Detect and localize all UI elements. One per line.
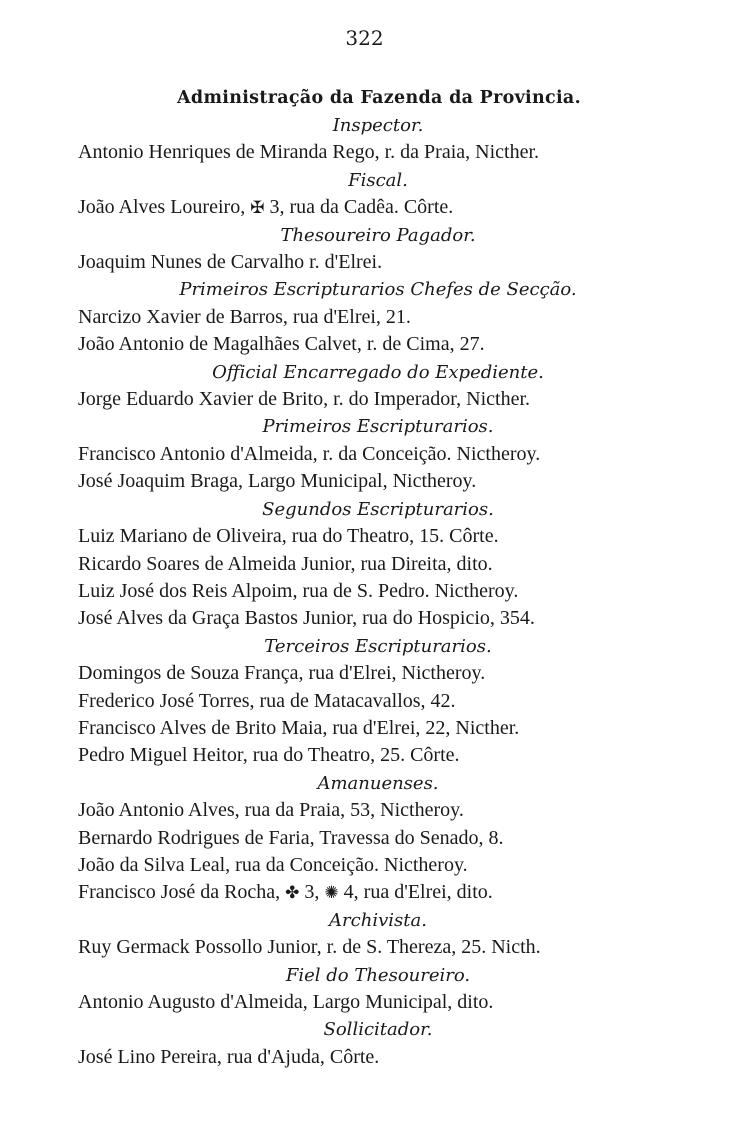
section [78,112,698,167]
entry-line: Pedro Miguel Heitor, rua do Theatro, 25. Côrte. [78,744,460,767]
section-heading: Sollicitador. [323,1019,433,1041]
entry-line: José Joaquim Braga, Largo Municipal, Nictheroy. [78,470,477,493]
section-heading: Thesoureiro Pagador. [280,224,476,246]
document-body [78,84,698,1071]
section [78,167,698,222]
section [78,496,698,633]
entry-line: João Antonio Alves, rua da Praia, 53, Nictheroy. [78,799,464,822]
entry-line: Francisco Alves de Brito Maia, rua d'Elrei, 22, Nicther. [78,716,520,739]
section-heading: Segundos Escripturarios. [262,498,494,520]
section-heading: Primeiros Escripturarios Chefes de Secção. [179,279,577,301]
entry-line: Jorge Eduardo Xavier de Brito, r. do Imperador, Nicther. [78,388,531,411]
section-heading: Primeiros Escripturarios. [262,416,494,438]
page-number: 322 [345,26,384,50]
section [78,1016,698,1071]
entry-line [78,194,698,221]
entry-line [78,879,698,906]
section-heading: Official Encarregado do Expediente. [212,361,544,383]
section-heading: Terceiros Escripturarios. [264,635,492,657]
entry-line: José Alves da Graça Bastos Junior, rua do Hospicio, 354. [78,607,535,630]
section-heading: Fiscal. [348,169,408,191]
section [78,222,698,277]
entry-line: Ruy Germack Possollo Junior, r. de S. Thereza, 25. Nicth. [78,936,541,959]
entry-text: 3, rua da Cadêa. Côrte. [264,196,454,219]
order-cross-icon: ✺ [324,883,339,903]
section [78,276,698,358]
section [78,962,698,1017]
entry-line: Francisco Antonio d'Almeida, r. da Conceição. Nictheroy. [78,442,541,465]
page-title: Administração da Fazenda da Provincia. [177,88,581,108]
entry-line: Joaquim Nunes de Carvalho r. d'Elrei. [78,251,383,274]
entry-line: Domingos de Souza França, rua d'Elrei, Nictheroy. [78,662,486,685]
section [78,907,698,962]
entry-line: Narcizo Xavier de Barros, rua d'Elrei, 21. [78,305,411,328]
entry-text: 3, [299,881,325,904]
entry-line: Ricardo Soares de Almeida Junior, rua Direita, dito. [78,552,493,575]
entry-text: Francisco José da Rocha, [78,881,286,904]
entry-line: Antonio Augusto d'Almeida, Largo Municipal, dito. [78,991,494,1013]
entry-line: Antonio Henriques de Miranda Rego, r. da Praia, Nicther. [78,141,539,164]
section-heading: Archivista. [329,909,427,931]
entry-line: Luiz Mariano de Oliveira, rua do Theatro, 15. Côrte. [78,525,499,548]
entry-line: Frederico José Torres, rua de Matacavallos, 42. [78,689,456,712]
section [78,633,698,770]
section [78,770,698,907]
section-heading: Inspector. [332,115,424,136]
entry-line: José Lino Pereira, rua d'Ajuda, Côrte. [78,1045,380,1068]
entry-text: João Alves Loureiro, [78,196,251,219]
entry-text: 4, rua d'Elrei, dito. [338,881,493,904]
entry-line: Luiz José dos Reis Alpoim, rua de S. Pedro. Nictheroy. [78,579,519,602]
entry-line: João da Silva Leal, rua da Conceição. Nictheroy. [78,853,468,876]
order-cross-icon: ✤ [285,883,300,903]
section-heading: Amanuenses. [317,772,439,794]
entry-line: João Antonio de Magalhães Calvet, r. de Cima, 27. [78,333,485,356]
order-cross-icon: ✠ [250,198,265,218]
entry-line: Bernardo Rodrigues de Faria, Travessa do Senado, 8. [78,826,504,849]
section [78,413,698,495]
section-heading: Fiel do Thesoureiro. [285,964,471,986]
section [78,359,698,414]
